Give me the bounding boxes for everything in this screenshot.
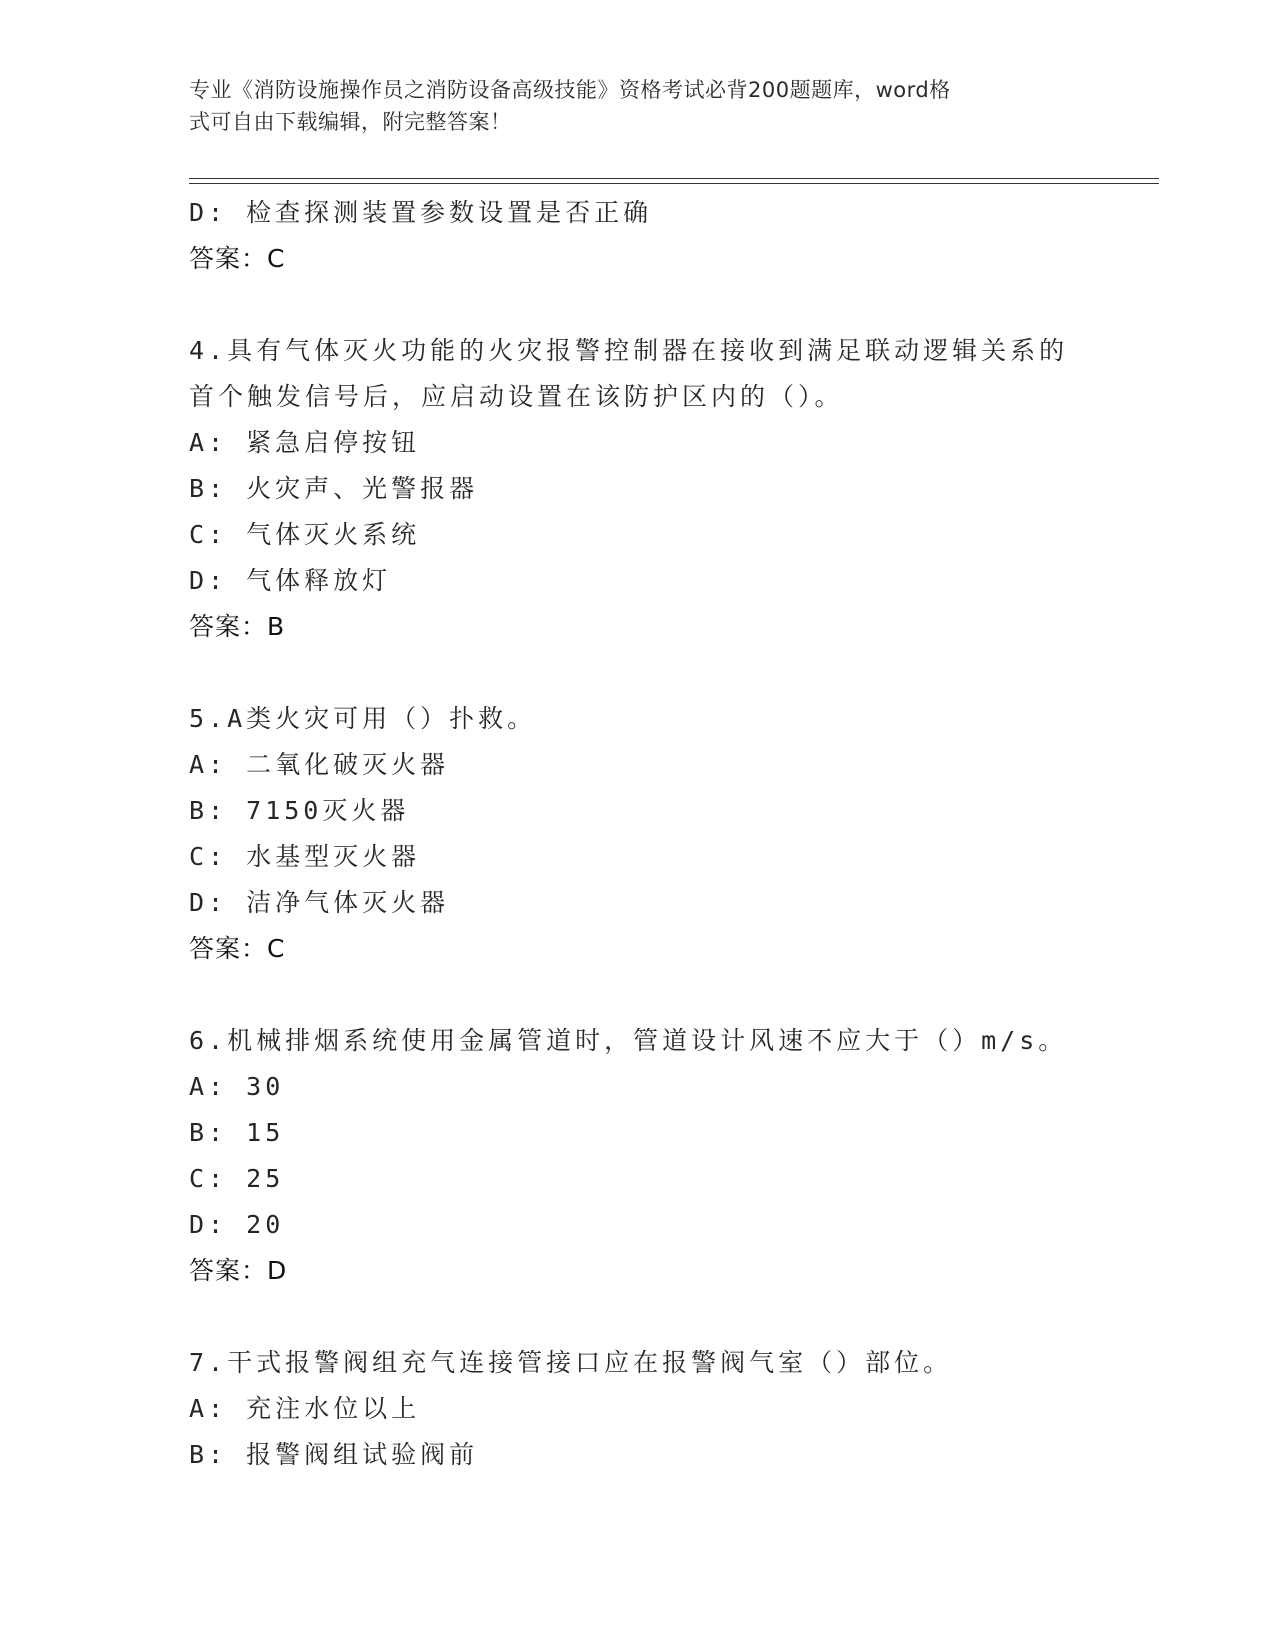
question-5 bbox=[189, 696, 1089, 972]
answer: 答案：C bbox=[189, 934, 286, 963]
option-d: D: 气体释放灯 bbox=[189, 566, 392, 595]
question-stem: 5.A类火灾可用（）扑救。 bbox=[189, 704, 537, 733]
answer: 答案：C bbox=[189, 244, 286, 273]
option-b: B: 15 bbox=[189, 1118, 285, 1147]
option-b: B: 报警阀组试验阀前 bbox=[189, 1440, 479, 1469]
question-stem: 7.干式报警阀组充气连接管接口应在报警阀气室（）部位。 bbox=[189, 1348, 953, 1377]
option-c: C: 水基型灭火器 bbox=[189, 842, 421, 871]
header-divider-top bbox=[189, 178, 1159, 179]
option-a: A: 紧急启停按钮 bbox=[189, 428, 421, 457]
option-a: A: 30 bbox=[189, 1072, 285, 1101]
header-line-1: 专业《消防设施操作员之消防设备高级技能》资格考试必背200题题库，word格 bbox=[189, 78, 951, 102]
document-header bbox=[189, 74, 1069, 138]
question-3-fragment bbox=[189, 190, 1089, 282]
option-d: D: 检查探测装置参数设置是否正确 bbox=[189, 198, 653, 227]
option-b: B: 火灾声、光警报器 bbox=[189, 474, 479, 503]
option-d: D: 20 bbox=[189, 1210, 285, 1239]
spacer bbox=[189, 650, 1089, 696]
option-a: A: 二氧化破灭火器 bbox=[189, 750, 450, 779]
answer: 答案：B bbox=[189, 612, 286, 641]
option-c: C: 25 bbox=[189, 1164, 285, 1193]
spacer bbox=[189, 972, 1089, 1018]
spacer bbox=[189, 282, 1089, 328]
question-6 bbox=[189, 1018, 1089, 1294]
option-d: D: 洁净气体灭火器 bbox=[189, 888, 450, 917]
question-7 bbox=[189, 1340, 1089, 1478]
question-4 bbox=[189, 328, 1089, 650]
question-stem: 6.机械排烟系统使用金属管道时，管道设计风速不应大于（）m/s。 bbox=[189, 1026, 1068, 1055]
question-list bbox=[189, 190, 1089, 1478]
question-stem-cont: 首个触发信号后，应启动设置在该防护区内的（）。 bbox=[189, 382, 844, 411]
answer: 答案：D bbox=[189, 1256, 288, 1285]
header-line-2: 式可自由下载编辑，附完整答案！ bbox=[189, 110, 512, 134]
header-divider-bottom bbox=[189, 183, 1159, 184]
option-a: A: 充注水位以上 bbox=[189, 1394, 421, 1423]
option-c: C: 气体灭火系统 bbox=[189, 520, 421, 549]
spacer bbox=[189, 1294, 1089, 1340]
question-stem: 4.具有气体灭火功能的火灾报警控制器在接收到满足联动逻辑关系的 bbox=[189, 336, 1069, 365]
option-b: B: 7150灭火器 bbox=[189, 796, 410, 825]
